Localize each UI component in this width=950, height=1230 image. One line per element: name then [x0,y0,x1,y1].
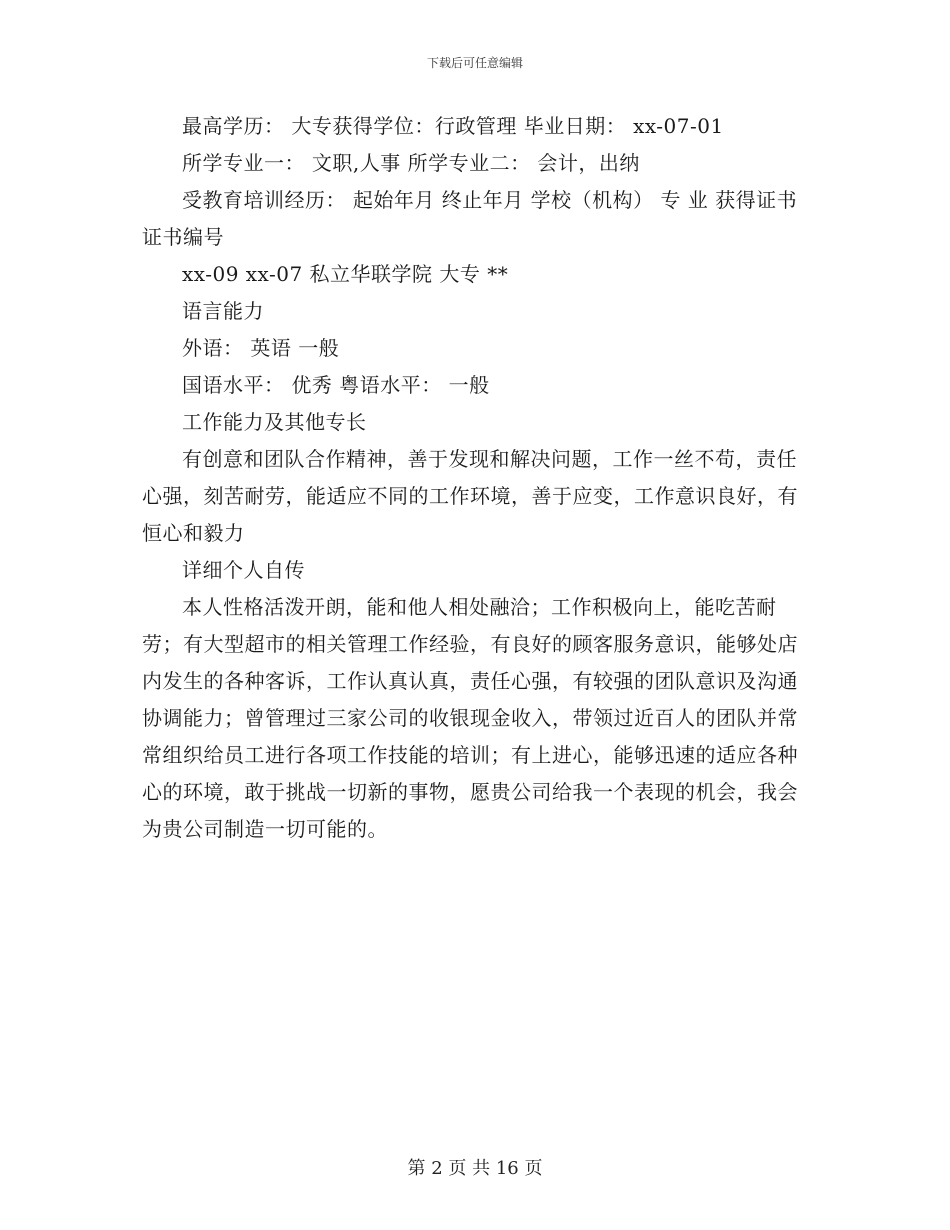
autobiography-paragraph: 本人性格活泼开朗，能和他人相处融洽；工作积极向上，能吃苦耐劳；有大型超市的相关管理工作经验，有良好的顾客服务意识，能够处店内发生的各种客诉，工作认真认真，责任心强，有较强的团队意识及沟通协调能力；曾管理过三家公司的收银现金收入，带领过近百人的团队并常常组织给员工进行各项工作技能的培训；有上进心，能够迅速的适应各种心的环境，敢于挑战一切新的事物，愿贵公司给我一个表现的机会，我会为贵公司制造一切可能的。 [142,595,798,841]
major-line: 所学专业一： 文职,人事 所学专业二： 会计，出纳 [182,151,640,175]
education-degree-line: 最高学历： 大专获得学位：行政管理 毕业日期： xx-07-01 [182,114,724,138]
training-history-entry: xx-09 xx-07 私立华联学院 大专 ** [182,262,509,286]
foreign-language-line: 外语： 英语 一般 [182,336,340,360]
page-number: 第 2 页 共 16 页 [407,1158,543,1179]
section-heading-skills: 工作能力及其他专长 [182,410,367,434]
training-history-header: 受教育培训经历： 起始年月 终止年月 学校（机构） 专 业 获得证书 证书编号 [142,188,798,249]
section-heading-autobiography: 详细个人自传 [182,558,305,582]
header-note: 下载后可任意编辑 [426,56,523,70]
dialect-level-line: 国语水平： 优秀 粤语水平： 一般 [182,373,490,397]
document-body [142,108,810,848]
skills-paragraph: 有创意和团队合作精神，善于发现和解决问题，工作一丝不苟，责任心强，刻苦耐劳，能适应不同的工作环境，善于应变，工作意识良好，有恒心和毅力 [142,447,798,545]
section-heading-language: 语言能力 [182,299,264,323]
